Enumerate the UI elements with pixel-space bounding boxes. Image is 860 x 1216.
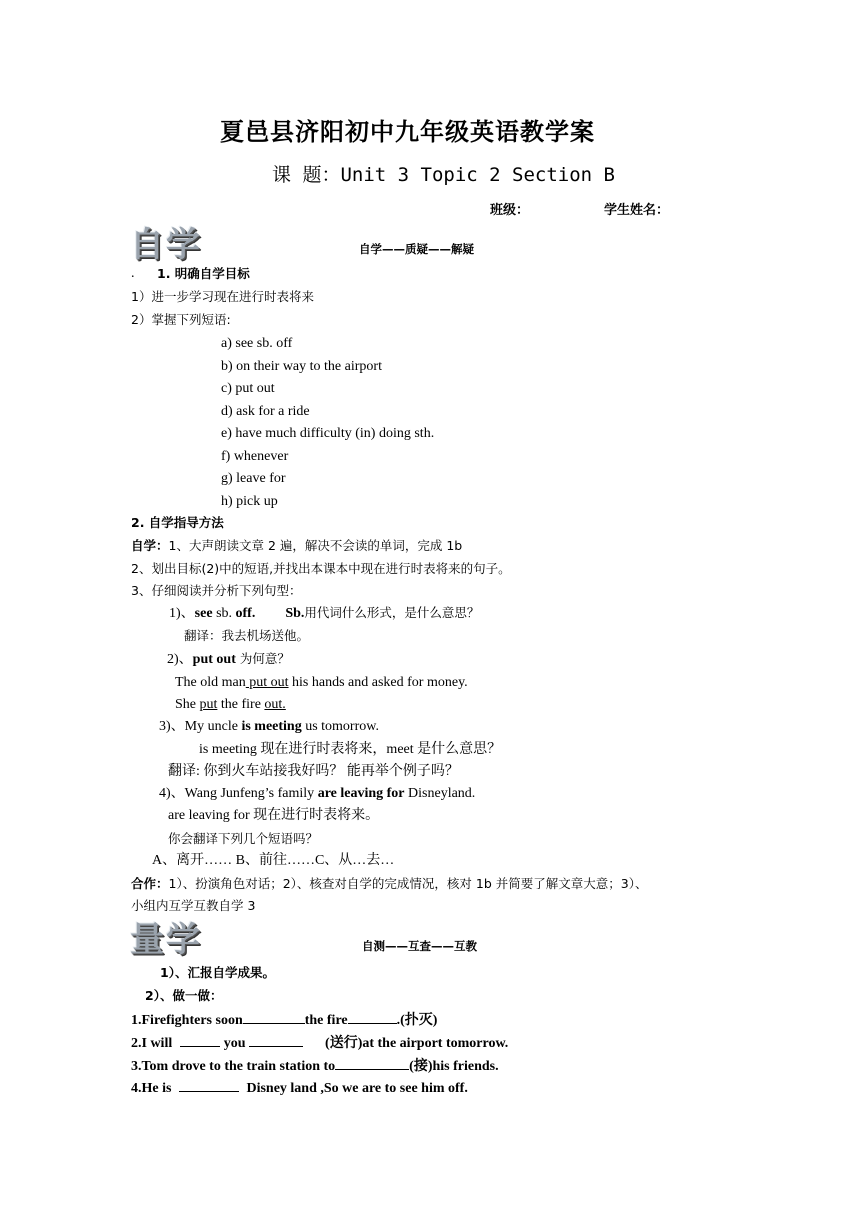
cooperation-line-2: 小组内互学互教自学 3 bbox=[131, 898, 256, 913]
lesson-subtitle: 课 题：Unit 3 Topic 2 Section B bbox=[272, 164, 615, 186]
q1-mid: sb. bbox=[212, 606, 236, 621]
q4-options: A、离开…… B、前往……C、从…去… bbox=[152, 853, 395, 868]
ex1-blank-2[interactable] bbox=[348, 1010, 397, 1024]
self-study-step2: 2、划出目标(2)中的短语,并找出本课本中现在进行时表将来的句子。 bbox=[131, 561, 511, 576]
q2-ex1-b: his hands and asked for money. bbox=[288, 675, 468, 690]
phrase-item: f) whenever bbox=[221, 449, 289, 464]
report-item: 1）、汇报自学成果。 bbox=[160, 965, 275, 980]
ex1-blank-1[interactable] bbox=[243, 1010, 305, 1024]
question-3 bbox=[159, 717, 379, 737]
goal-bullet: . bbox=[131, 266, 135, 281]
phrase-item: b) on their way to the airport bbox=[221, 359, 382, 374]
ex2-c: (送行)at the airport tomorrow. bbox=[325, 1036, 509, 1051]
phrase-item: h) pick up bbox=[221, 494, 278, 509]
ex2-blank-1[interactable] bbox=[180, 1033, 220, 1047]
q2-ex1-a: The old man bbox=[175, 675, 246, 690]
ex1-b: the fire bbox=[304, 1013, 348, 1028]
exercise-3 bbox=[131, 1055, 499, 1075]
q2-example-2 bbox=[175, 695, 286, 715]
q2-example-1 bbox=[175, 673, 468, 693]
page-title: 夏邑县济阳初中九年级英语教学案 bbox=[220, 118, 595, 146]
self-text: 1、大声朗读文章 2 遍，解决不会读的单词，完成 1b bbox=[168, 538, 463, 553]
exercise-2 bbox=[131, 1032, 508, 1052]
q1-prefix: 1)、 bbox=[169, 606, 195, 621]
q1-translation: 翻译：我去机场送他。 bbox=[184, 628, 310, 643]
phrase-item: c) put out bbox=[221, 381, 275, 396]
method-title: 2. 自学指导方法 bbox=[131, 515, 224, 530]
section2-heading: 自测——互查——互教 bbox=[362, 939, 477, 953]
phrase-item: a) see sb. off bbox=[221, 336, 293, 351]
self-study-step3: 3、仔细阅读并分析下列句型： bbox=[131, 583, 302, 598]
ex2-blank-2[interactable] bbox=[249, 1033, 303, 1047]
ex1-c: .(扑灭) bbox=[396, 1013, 438, 1028]
q2-ex2-b: the fire bbox=[217, 697, 265, 712]
q1-bold3: Sb. bbox=[285, 606, 305, 621]
phrase-item: d) ask for a ride bbox=[221, 404, 310, 419]
q1-rest: 用代词什么形式，是什么意思？ bbox=[304, 605, 480, 620]
goal-title: 1. 明确自学目标 bbox=[157, 266, 250, 281]
student-name-label: 学生姓名： bbox=[604, 203, 670, 218]
q2-bold: put out bbox=[192, 652, 236, 667]
ex2-b: you bbox=[223, 1036, 250, 1051]
question-2 bbox=[167, 649, 290, 670]
q4-rest: Disneyland. bbox=[404, 786, 476, 801]
q3-prefix: 3)、My uncle bbox=[159, 719, 242, 734]
exercise-4 bbox=[131, 1078, 468, 1097]
q2-ex2-underline1: put bbox=[199, 697, 218, 712]
self-study-step1 bbox=[131, 536, 462, 556]
q2-ex2-a: She bbox=[175, 697, 200, 712]
question-4 bbox=[159, 784, 475, 804]
ex2-a: 2.I will bbox=[131, 1036, 176, 1051]
ex3-b: (接)his friends. bbox=[409, 1059, 499, 1074]
q2-prefix: 2)、 bbox=[167, 652, 193, 667]
coop-text1: 1）、扮演角色对话；2）、核查对自学的完成情况，核对 1b 并简要了解文章大意；3）、 bbox=[168, 876, 648, 891]
goal-2: 2）掌握下列短语: bbox=[131, 312, 231, 327]
ex3-blank[interactable] bbox=[335, 1056, 409, 1070]
self-study-logo: 自学 bbox=[130, 225, 202, 265]
q1-bold1: see bbox=[194, 606, 213, 621]
phrase-item: e) have much difficulty (in) doing sth. bbox=[221, 426, 435, 441]
q3-rest: us tomorrow. bbox=[301, 719, 379, 734]
q3-note: is meeting 现在进行时表将来，meet 是什么意思？ bbox=[199, 742, 502, 757]
class-label: 班级： bbox=[490, 203, 530, 218]
ex4-a: 4.He is bbox=[131, 1081, 175, 1096]
practice-item: 2）、做一做： bbox=[145, 988, 223, 1003]
goal-1: 1）进一步学习现在进行时表将来 bbox=[131, 289, 314, 304]
q3-translation: 翻译: 你到火车站接我好吗？ 能再举个例子吗？ bbox=[168, 764, 459, 779]
section1-heading: 自学——质疑——解疑 bbox=[359, 242, 474, 256]
q4-prefix: 4)、Wang Junfeng’s family bbox=[159, 786, 318, 801]
ex4-blank[interactable] bbox=[179, 1078, 239, 1092]
assessment-logo: 量学 bbox=[130, 920, 202, 960]
cooperation-line-1 bbox=[131, 874, 647, 894]
q2-rest: 为何意？ bbox=[235, 651, 290, 666]
q4-ask: 你会翻译下列几个短语吗？ bbox=[168, 831, 319, 846]
ex3-a: 3.Tom drove to the train station to bbox=[131, 1059, 336, 1074]
phrase-item: g) leave for bbox=[221, 471, 286, 486]
q1-bold2: off. bbox=[235, 606, 256, 621]
ex1-a: 1.Firefighters soon bbox=[131, 1013, 243, 1028]
q4-note: are leaving for 现在进行时表将来。 bbox=[168, 808, 380, 823]
q2-ex2-underline2: out. bbox=[264, 697, 286, 712]
exercise-1 bbox=[131, 1009, 437, 1029]
q2-ex1-underline: put out bbox=[245, 675, 289, 690]
ex4-b: Disney land ,So we are to see him off. bbox=[242, 1081, 468, 1096]
self-label: 自学： bbox=[131, 538, 169, 553]
coop-label: 合作： bbox=[131, 876, 169, 891]
q3-bold: is meeting bbox=[241, 719, 302, 734]
question-1 bbox=[169, 603, 479, 624]
q4-bold: are leaving for bbox=[317, 786, 405, 801]
